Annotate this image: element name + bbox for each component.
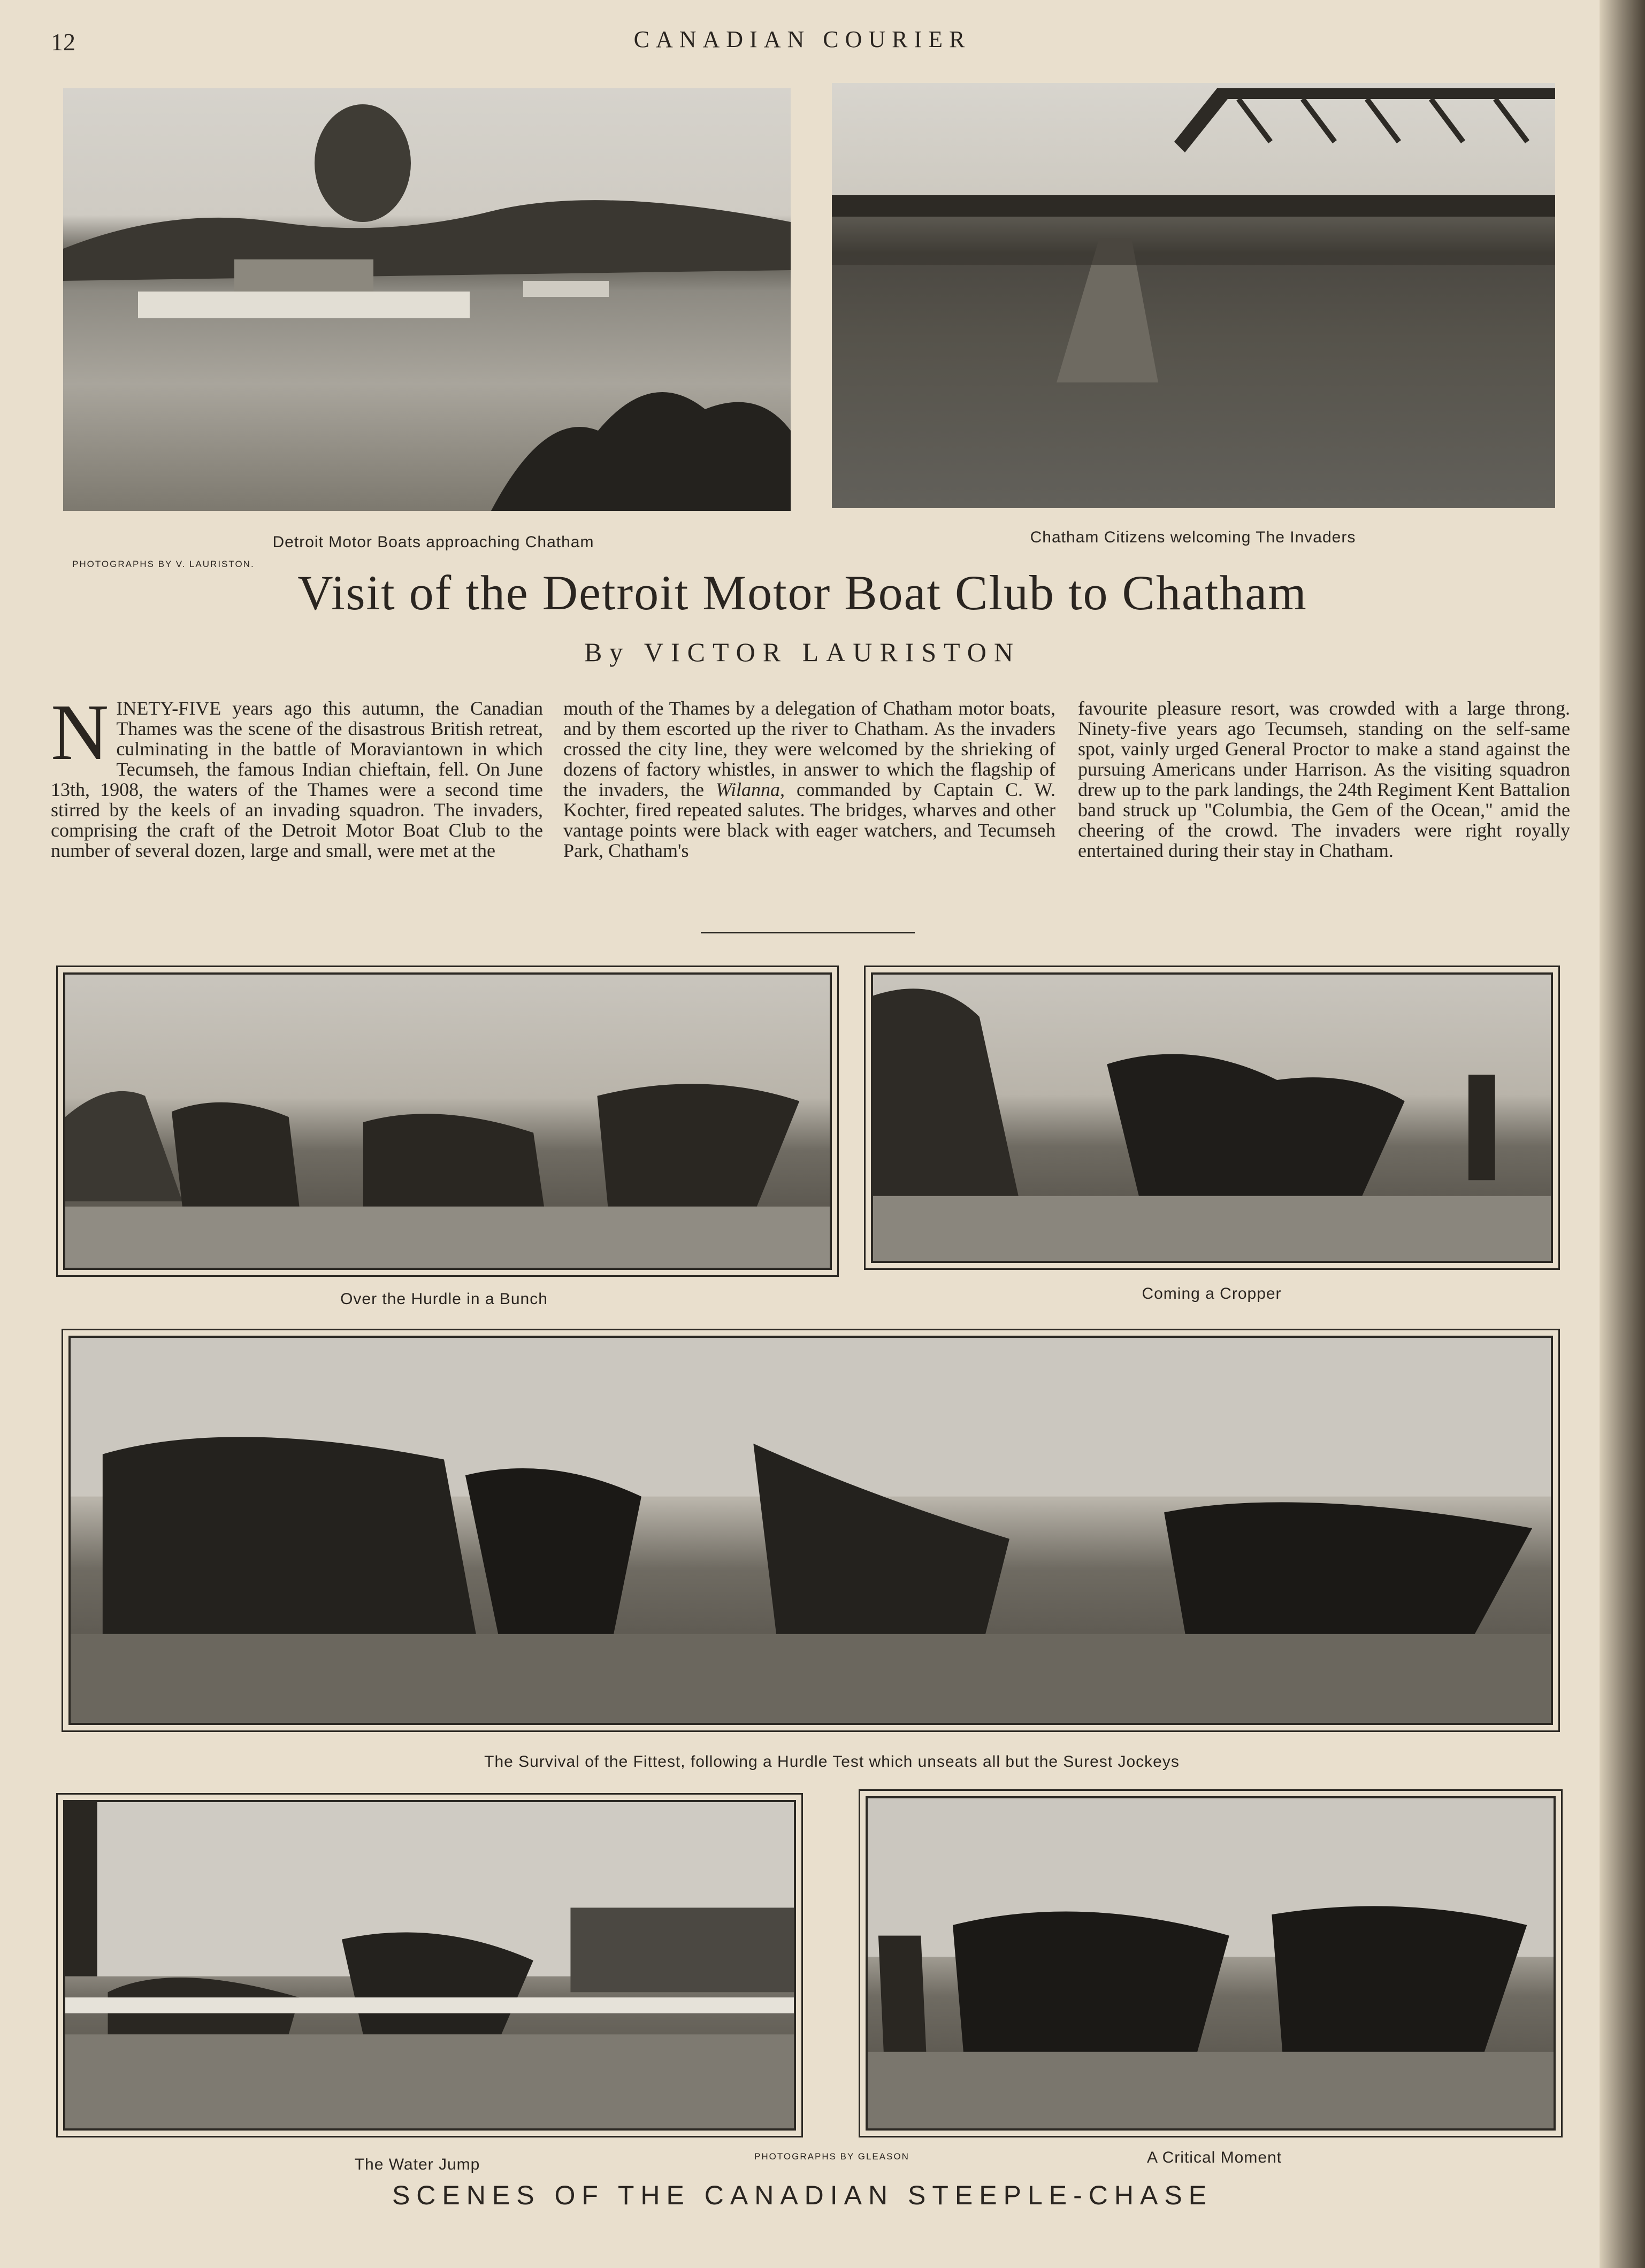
article-column-1 — [51, 688, 543, 861]
article-column-3 — [1078, 698, 1570, 861]
photo-critical-moment — [866, 1796, 1556, 2131]
caption-survival-of-the-fittest: The Survival of the Fittest, following a Hurdle Test which unseats all but the Surest Jockeys — [484, 1753, 1180, 1771]
photo-credit-lauriston: PHOTOGRAPHS BY V. LAURISTON. — [72, 559, 255, 569]
article-column-2-text-a: mouth of the Thames by a delegation of Chatham motor boats, and by them escorted up the river to Chatham. As the invaders crossed the city line, they were welcomed by the shrieking of dozens of factory whistles, in answer to which the flagship of the invaders, the — [563, 698, 1055, 800]
caption-critical-moment: A Critical Moment — [1146, 2149, 1282, 2166]
photo-credit-gleason: PHOTOGRAPHS BY GLEASON — [754, 2151, 909, 2162]
boats-illustration — [63, 88, 791, 511]
running-head: CANADIAN COURIER — [633, 26, 971, 52]
cropper-illustration — [873, 975, 1551, 1261]
caption-coming-a-cropper: Coming a Cropper — [1142, 1285, 1282, 1302]
photo-water-jump — [63, 1800, 796, 2131]
water-jump-illustration — [65, 1802, 794, 2128]
drop-cap: N — [51, 688, 109, 777]
survival-illustration — [71, 1338, 1551, 1723]
caption-over-the-hurdle: Over the Hurdle in a Bunch — [340, 1290, 548, 1308]
section-footer-title: SCENES OF THE CANADIAN STEEPLE-CHASE — [392, 2180, 1213, 2210]
hurdle-bunch-illustration — [65, 975, 830, 1268]
caption-chatham-citizens: Chatham Citizens welcoming The Invaders — [1030, 528, 1356, 546]
article-title: Visit of the Detroit Motor Boat Club to Chatham — [297, 565, 1307, 620]
article-column-2 — [563, 698, 1055, 861]
photo-coming-a-cropper — [871, 972, 1553, 1263]
section-divider — [701, 932, 915, 933]
article-column-3-text: favourite pleasure resort, was crowded with a large throng. Ninety-five years ago Tecumseh, standing on the self-same spot, vainly urged General Proctor to make a stand against the pursuing Americans under Harrison. As the visiting squadron drew up to the park landings, the 24th Regiment Kent Battalion band struck up "Columbia, the Gem of the Ocean," amid the cheering of the crowd. The invaders were right royally entertained during their stay in Chatham. — [1078, 698, 1570, 861]
caption-water-jump: The Water Jump — [354, 2156, 480, 2173]
critical-moment-illustration — [868, 1798, 1554, 2128]
caption-detroit-motor-boats: Detroit Motor Boats approaching Chatham — [272, 533, 594, 551]
page-binding-edge — [1600, 0, 1645, 2268]
page-number: 12 — [51, 28, 75, 56]
article-column-1-text: INETY-FIVE years ago this autumn, the Canadian Thames was the scene of the disastrous British retreat, culminating in the battle of Moraviantown in which Tecumseh, the famous Indian chieftain, fell. On June 13th, 1908, the waters of the Thames were a second time stirred by the keels of an invading squadron. The invaders, comprising the craft of the Detroit Motor Boat Club to the number of several dozen, large and small, were met at the — [51, 698, 543, 861]
photo-detroit-motor-boats — [63, 88, 791, 511]
bridge-illustration — [832, 83, 1555, 508]
ship-name: Wilanna, — [715, 779, 785, 800]
photo-over-the-hurdle — [63, 972, 832, 1270]
article-column-2-text-b: commanded by Captain C. W. Kochter, fired repeated salutes. The bridges, wharves and other vantage points were black with eager watchers, and Tecumseh Park, Chatham's — [563, 779, 1055, 861]
photo-survival-of-the-fittest — [68, 1336, 1553, 1725]
article-byline: By VICTOR LAURISTON — [584, 637, 1021, 667]
photo-chatham-bridge — [832, 83, 1555, 508]
